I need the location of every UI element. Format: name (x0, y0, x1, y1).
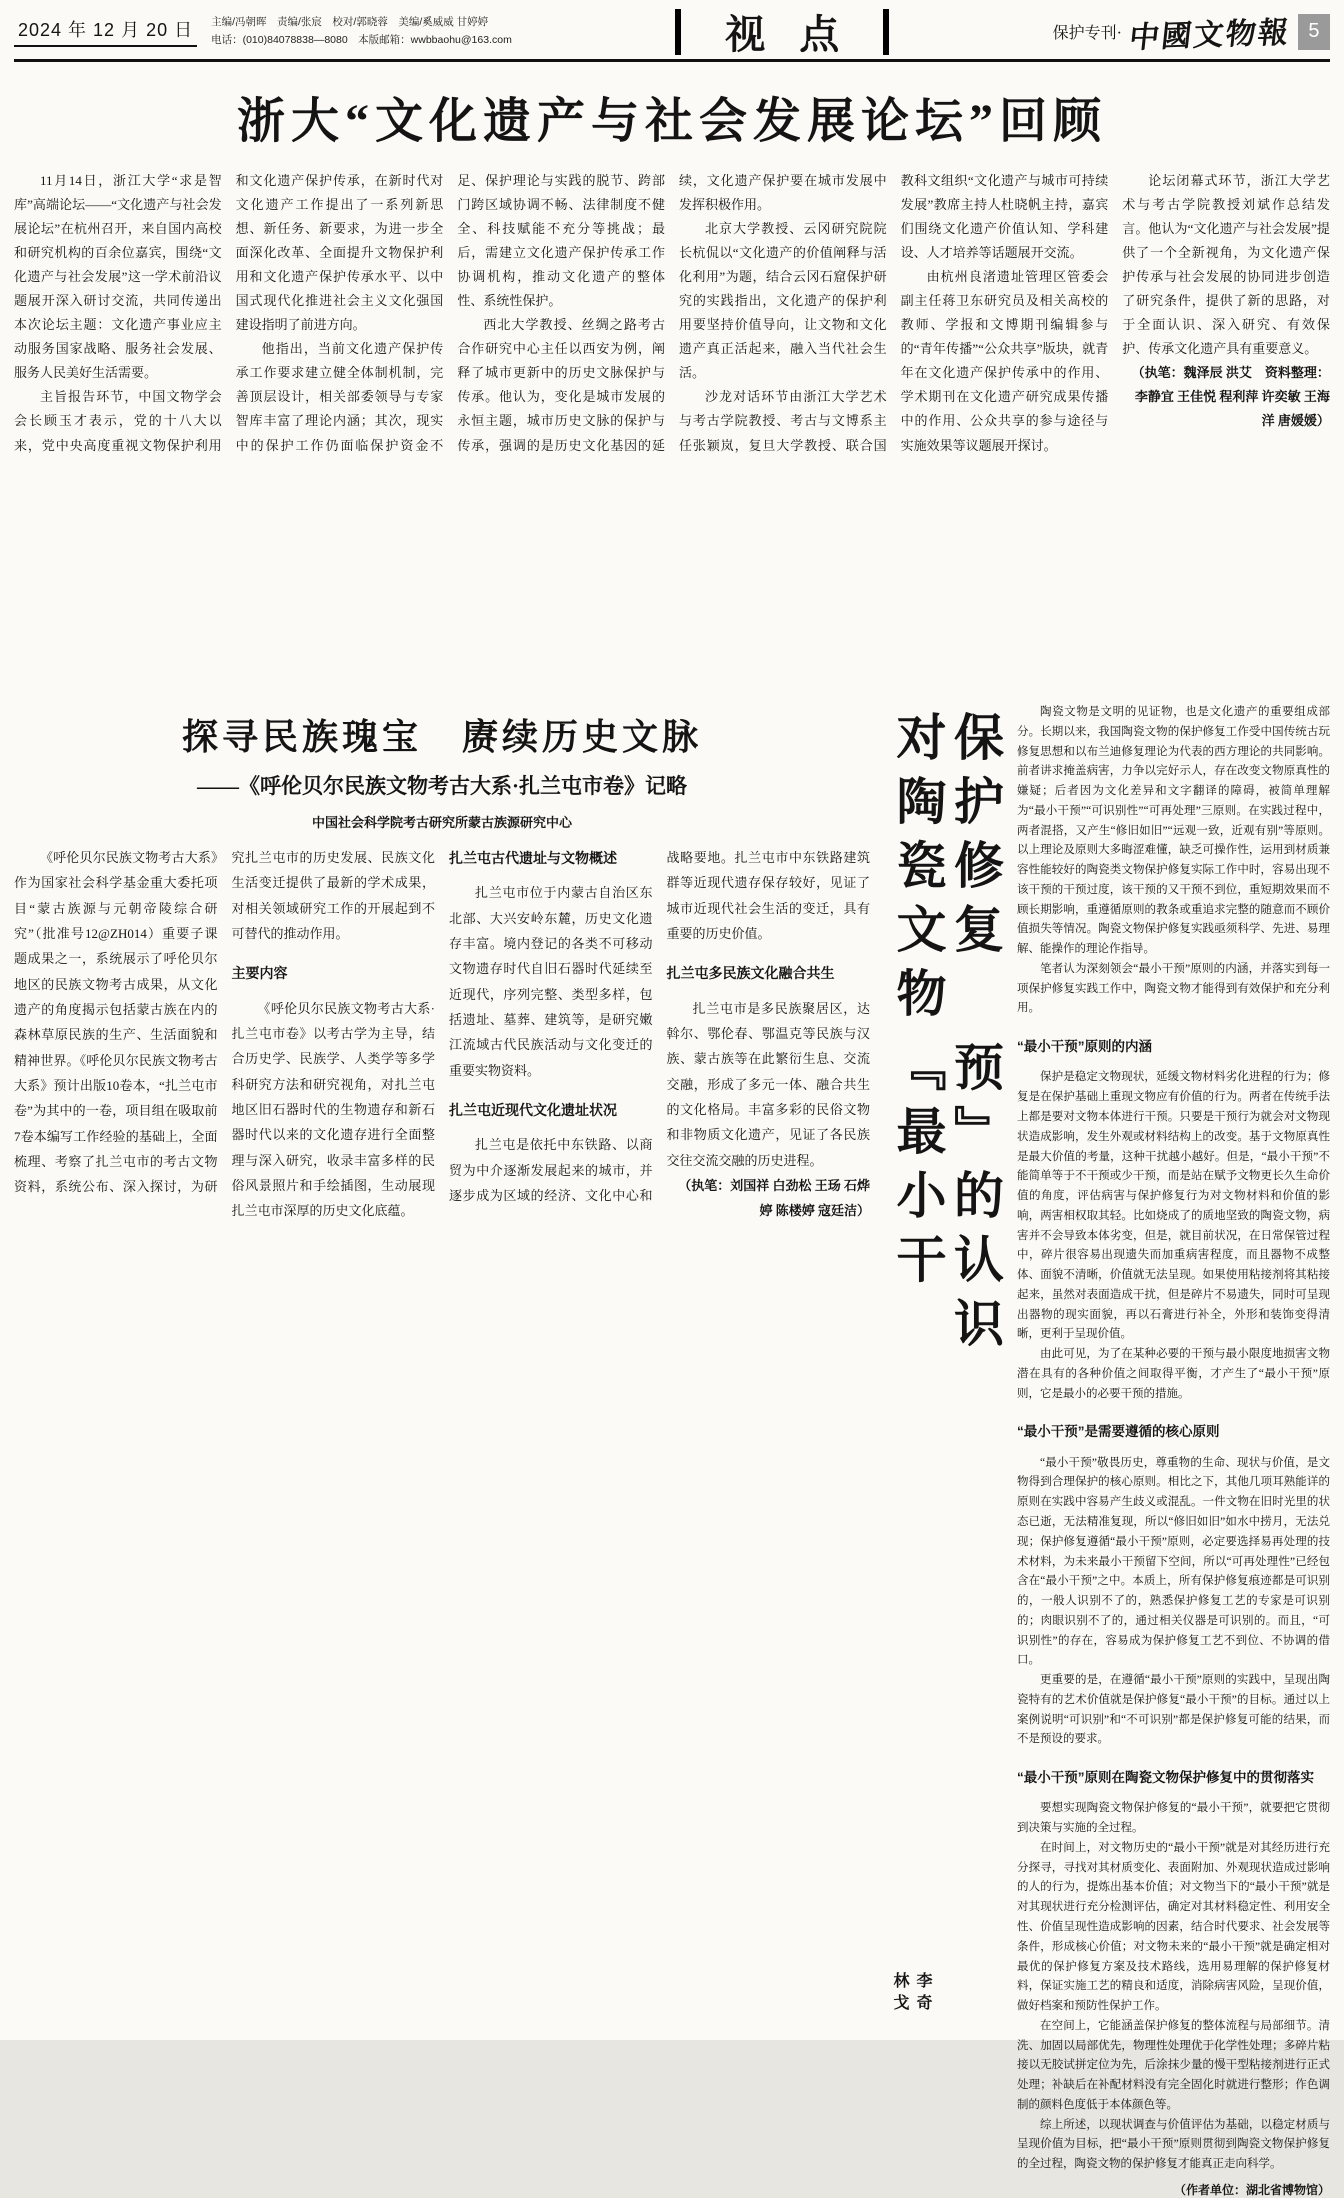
forum-headline: 浙大“文化遗产与社会发展论坛”回顾 (236, 95, 1107, 148)
zhalantun-headline: 探寻民族瑰宝 赓续历史文脉 (181, 717, 702, 757)
edition-label: 保护专刊· (1052, 25, 1122, 42)
section-heading: “最小干预”是需要遵循的核心原则 (1017, 1424, 1220, 1440)
paragraph: 西北大学教授、丝绸之路考古合作研究中心主任以西安为例，阐释了城市更新中的历史文脉保护与传承。他认为，变化是城市发展的永恒主题，城市历史文脉的保护与传承，强调的是历史文化基因的延续，文化遗产保护要在城市发展中发挥积极作用。 (457, 173, 887, 453)
paragraph: 扎兰屯是依托中东铁路、以商贸为中介逐渐发展起来的城市，并逐步成为区域的经济、文化中心和战略要地。扎兰屯市中东铁路建筑群等近现代遗存保存较好，见证了城市近现代社会生活的变迁，具有重要的历史价值。 (449, 850, 870, 1204)
paragraph: 由杭州良渚遗址管理区管委会副主任蒋卫东研究员及相关高校的教师、学报和文博期刊编辑参与的“青年传播”“公众共享”版块，就青年在文化遗产保护传承中的作用、学术期刊在文化遗产研究成果传播中的作用、公众共享的参与途径与实施效果等议题展开探讨。 (900, 269, 1109, 453)
page-number-badge: 5 (1298, 14, 1330, 50)
zhalantun-body-columns (14, 845, 870, 2033)
paragraph: 更重要的是，在遵循“最小干预”原则的实践中，呈现出陶瓷特有的艺术价值就是保护修复“最小干预”的目标。通过以上案例说明“可识别”和“不可识别”都是保护修复可能的结果，而不是预设的要求。 (1017, 1674, 1330, 1746)
ceramics-headline-line-2: 『最小干预』的认识 (889, 1041, 1003, 1362)
section-heading: 主要内容 (231, 965, 288, 982)
zhalantun-subtitle: ——《呼伦贝尔民族文物考古大系·扎兰屯市卷》记略 (196, 774, 687, 798)
section-title: 视点 (725, 13, 874, 57)
paragraph: 由此可见，为了在某种必要的干预与最小限度地损害文物潜在具有的各种价值之间取得平衡，才产生了“最小干预”原则，它是最小的必要干预的措施。 (1017, 1348, 1330, 1400)
paragraph: 11月14日，浙江大学“求是智库”高端论坛——“文化遗产与社会发展论坛”在杭州召开，来自国内高校和研究机构的百余位嘉宾，围绕“文化遗产与社会发展”这一学术前沿议题展开深入研讨交流，共同传递出本次论坛主题：文化遗产事业应主动服务国家战略、服务社会发展、服务人民美好生活需要。 (14, 173, 222, 381)
paragraph: 主旨报告环节，中国文物学会会长顾玉才表示，党的十八大以来，党中央高度重视文物保护利用和文化遗产保护传承，在新时代对文化遗产工作提出了一系列新思想、新任务、新要求，为进一步全面深化改革、全面提升文物保护利用和文化遗产保护传承水平、以中国式现代化推进社会主义文化强国建设指明了前进方向。 (14, 173, 444, 453)
masthead (14, 10, 1330, 62)
section-heading: 扎兰屯古代遗址与文物概述 (449, 850, 617, 866)
ceramics-credit: （作者单位：湖北省博物馆） (1173, 2182, 1330, 2197)
paragraph: 扎兰屯市是多民族聚居区，达斡尔、鄂伦春、鄂温克等民族与汉族、蒙古族等在此繁衍生息、交流交融，形成了多元一体、融合共生的文化格局。丰富多彩的民俗文物和非物质文化遗产，见证了各民族交往交流交融的历史进程。 (666, 1000, 870, 1168)
issue-date: 2024 年 12 月 20 日 (14, 16, 197, 47)
paper-name: 中國文物報 (1127, 15, 1292, 55)
article-ceramics (888, 703, 1330, 2197)
paragraph: 在时间上，对文物历史的“最小干预”就是对其经历进行充分探寻，寻找对其材质变化、表面附加、外观现状造成过影响的人的行为，提炼出基本价值；对文物当下的“最小干预”就是对其现状进行充分检测评估，确定对其材料稳定性、利用安全性、价值呈现性造成影响的因素，结合时代要求、社会发展等条件，形成核心价值；对文物未来的“最小干预”就是确定相对最优的保护修复方案及技术路线，选用易理解的保护修复材料，保证实施工艺的精良和适度，消除病害风险，呈现价值，做好档案和预防性保护工作。 (1017, 1841, 1330, 2013)
paragraph: 陶瓷文物是文明的见证物，也是文化遗产的重要组成部分。长期以来，我国陶瓷文物的保护修复工作受中国传统古玩修复思想和以布兰迪修复理论为代表的西方理论的共同影响。前者讲求掩盖病害，力争以完好示人，存在改变文物原真性的嫌疑；后者因为文化差异和文字翻译的障碍，被简单理解为“最小干预”“可识别性”“可再处理”三原则。在实践过程中，两者混搭，又产生“修旧如旧”“远观一致，近观有别”等原则。以上理论及原则大多晦涩难懂，缺乏可操作性，运用到材质兼容性能较好的陶瓷类文物保护修复实际工作中时，容易出现不该干预的干预过度，该干预的又干预不到位，重短期效果而不顾长期影响，重遵循原则的教条或重追求完整的随意而不顾价值损失等情况。陶瓷文物保护修复实践亟须科学、先进、易理解、能操作的理论作指导。 (1017, 706, 1330, 956)
ceramics-headline-line-1: 对陶瓷文物保护修复 (889, 711, 1003, 1031)
paragraph: 笔者认为深刻领会“最小干预”原则的内涵，并落实到每一项保护修复实践工作中，陶瓷文物才能得到有效保护和充分利用。 (1017, 962, 1330, 1015)
paper-title-block (1053, 10, 1330, 54)
paragraph: 保护是稳定文物现状，延缓文物材料劣化进程的行为；修复是在保护基础上重现文物应有价值的行为。两者在传统手法上都是要对文物本体进行干预。只要是干预行为就会对文物现状造成影响，发生外观或材料结构上的改变。基于文物原真性是最大价值的考量，这种干扰越小越好。但是，“最小干预”不能简单等于不干预或少干预，而是站在赋予文物更长久生命价值的角度，评估病害与保护修复行为对文物材料和价值的影响，两害相权取其轻。比如烧成了的质地坚致的陶瓷文物，病害并不会导致本体劣变，但是，就目前状况，在日常保管过程中，碎片很容易出现遗失而加重病害程度，而且器物不成整体、面貌不清晰，价值就无法呈现。如果使用粘接剂将其粘接起来，虽然对表面造成干扰，但是碎片不易遗失，同时可呈现出器物的现实面貌，再以石膏进行补全，外形和装饰变得清晰，更利于呈现价值。 (1017, 1071, 1330, 1341)
staff-block (211, 14, 512, 50)
paragraph: 扎兰屯市位于内蒙古自治区东北部、大兴安岭东麓，历史文化遗存丰富。境内登记的各类不可移动文物遗存时代自旧石器时代延续至近现代，序列完整、类型多样，包括遗址、墓葬、建筑等，是研究嫩江流域古代民族活动与文化变迁的重要实物资料。 (449, 885, 653, 1078)
staff-line-1: 主编/冯朝晖 责编/张宸 校对/郭晓蓉 美编/奚威威 甘婷婷 (211, 15, 489, 28)
paragraph: 论坛闭幕式环节，浙江大学艺术与考古学院教授刘斌作总结发言。他认为“文化遗产与社会发展”提供了一个全新视角，为文化遗产保护传承与社会发展的协同进步创造了研究条件，提供了新的思路，对于全面认识、深入研究、有效保护、传承文化遗产具有重要意义。 (1122, 173, 1330, 357)
paragraph: 沙龙对话环节由浙江大学艺术与考古学院教授、考古与文博系主任张颖岚，复旦大学教授、联合国教科文组织“文化遗产与城市可持续发展”教席主持人杜晓帆主持，嘉宾们围绕文化遗产价值认知、学科建设、人才培养等话题展开交流。 (678, 173, 1109, 453)
section-title-block (675, 3, 889, 60)
bottom-zone (14, 703, 1330, 2197)
staff-line-2: 电话：(010)84078838—8080 本版邮箱：wwbbaohu@163.com (211, 33, 512, 46)
section-heading: 扎兰屯多民族文化融合共生 (666, 965, 835, 982)
section-heading: “最小干预”原则的内涵 (1017, 1039, 1152, 1055)
zhalantun-credit: （执笔：刘国祥 白劲松 王玚 石烨婷 陈楼婷 寇廷洁） (678, 1178, 870, 1219)
paragraph: 要想实现陶瓷文物保护修复的“最小干预”，就要把它贯彻到决策与实施的全过程。 (1017, 1802, 1330, 1835)
ceramics-column (1017, 703, 1330, 2197)
ceramics-body (1017, 703, 1330, 2175)
article-forum (14, 82, 1330, 689)
article-zhalantun (14, 703, 870, 2033)
forum-body-columns (14, 169, 1330, 689)
paragraph: “最小干预”敬畏历史，尊重物的生命、现状与价值，是文物得到合理保护的核心原则。相比之下，其他几项耳熟能详的原则在实践中容易产生歧义或混乱。一件文物在旧时光里的状态已逝，无法精准复现，所以“修旧如旧”如水中捞月，无法兑现；保护修复遵循“最小干预”原则，必定要选择易再处理的技术材料，为未来最小干预留下空间，所以“可再处理性”已经包含在“最小干预”之中。本质上，所有保护修复痕迹都是可识别的，一般人识别不了的，熟悉保护修复工艺的专家是可识别的；肉眼识别不了的，通过相关仪器是可识别的。而且，“可识别性”的存在，容易成为保护修复工艺不到位、不协调的借口。 (1017, 1456, 1330, 1667)
right-bar-rule (883, 9, 889, 55)
section-heading: 扎兰屯近现代文化遗址状况 (449, 1102, 617, 1119)
zhalantun-byline: 中国社会科学院考古研究所蒙古族源研究中心 (311, 815, 572, 830)
paragraph: 在空间上，它能涵盖保护修复的整体流程与局部细节。清洗、加固以局部优先，物理性处理优于化学性处理；多碎片粘接以无胶试拼定位为先，后涂抹少量的慢干型粘接剂进行正式处理；补缺后在补配材料没有完全固化时就进行整形；作色调制的颜料色度低于本体颜色等。 (1017, 2019, 1330, 2111)
paragraph: 综上所述，以现状调查与价值评估为基础，以稳定材质与呈现价值为目标，把“最小干预”原则贯彻到陶瓷文物保护修复的全过程，陶瓷文物的保护修复才能真正走向科学。 (1017, 2118, 1330, 2171)
paragraph: 他指出，当前文化遗产保护传承工作要求建立健全体制机制，完善顶层设计，相关部委领导与专家智库丰富了理论内涵；其次，现实中的保护工作仍面临保护资金不足、保护理论与实践的脱节、跨部门跨区域协调不畅、法律制度不健全、科技赋能不充分等挑战；最后，需建立文化遗产保护传承工作协调机构，推动文化遗产的整体性、系统性保护。 (235, 173, 665, 453)
ceramics-authors: 林戈 李奇 (891, 1971, 931, 2038)
paragraph: 《呼伦贝尔民族文物考古大系》作为国家社会科学基金重大委托项目“蒙古族源与元朝帝陵综合研究”（批准号12@ZH014）重要子课题成果之一，系统展示了呼伦贝尔地区的民族文物考古成果，从文化遗产的角度揭示包括蒙古族在内的森林草原民族的生产、生活面貌和精神世界。《呼伦贝尔民族文物考古大系》预计出版10卷本，“扎兰屯市卷”为其中的一卷，项目组在吸取前7卷本编写工作经验的基础上，全面梳理、考察了扎兰屯市的考古文物资料，系统公布、深入探讨，为研究扎兰屯市的历史发展、民族文化生活变迁提供了最新的学术成果，对相关领域研究工作的开展起到不可替代的推动作用。 (14, 850, 435, 1195)
paragraph: 《呼伦贝尔民族文物考古大系·扎兰屯市卷》以考古学为主导，结合历史学、民族学、人类学等多学科研究方法和研究视角，对扎兰屯地区旧石器时代的生物遗存和新石器时代以来的文化遗存进行全面整理与深入研究，收录丰富多样的民俗风景照片和手绘插图，生动展现扎兰屯市深厚的历史文化底蕴。 (231, 1000, 435, 1219)
forum-credit: （执笔：魏泽辰 洪艾 资料整理：李静宜 王佳悦 程利萍 许奕敏 王海洋 唐媛媛） (1131, 365, 1330, 429)
ceramics-vertical-headline (888, 703, 1003, 2038)
paragraph: 北京大学教授、云冈研究院院长杭侃以“文化遗产的价值阐释与活化利用”为题，结合云冈石窟保护研究的实践指出，文化遗产的保护利用要坚持价值导向，让文物和文化遗产真正活起来，融入当代社会生活。 (678, 221, 887, 381)
section-heading: “最小干预”原则在陶瓷文物保护修复中的贯彻落实 (1017, 1770, 1314, 1786)
